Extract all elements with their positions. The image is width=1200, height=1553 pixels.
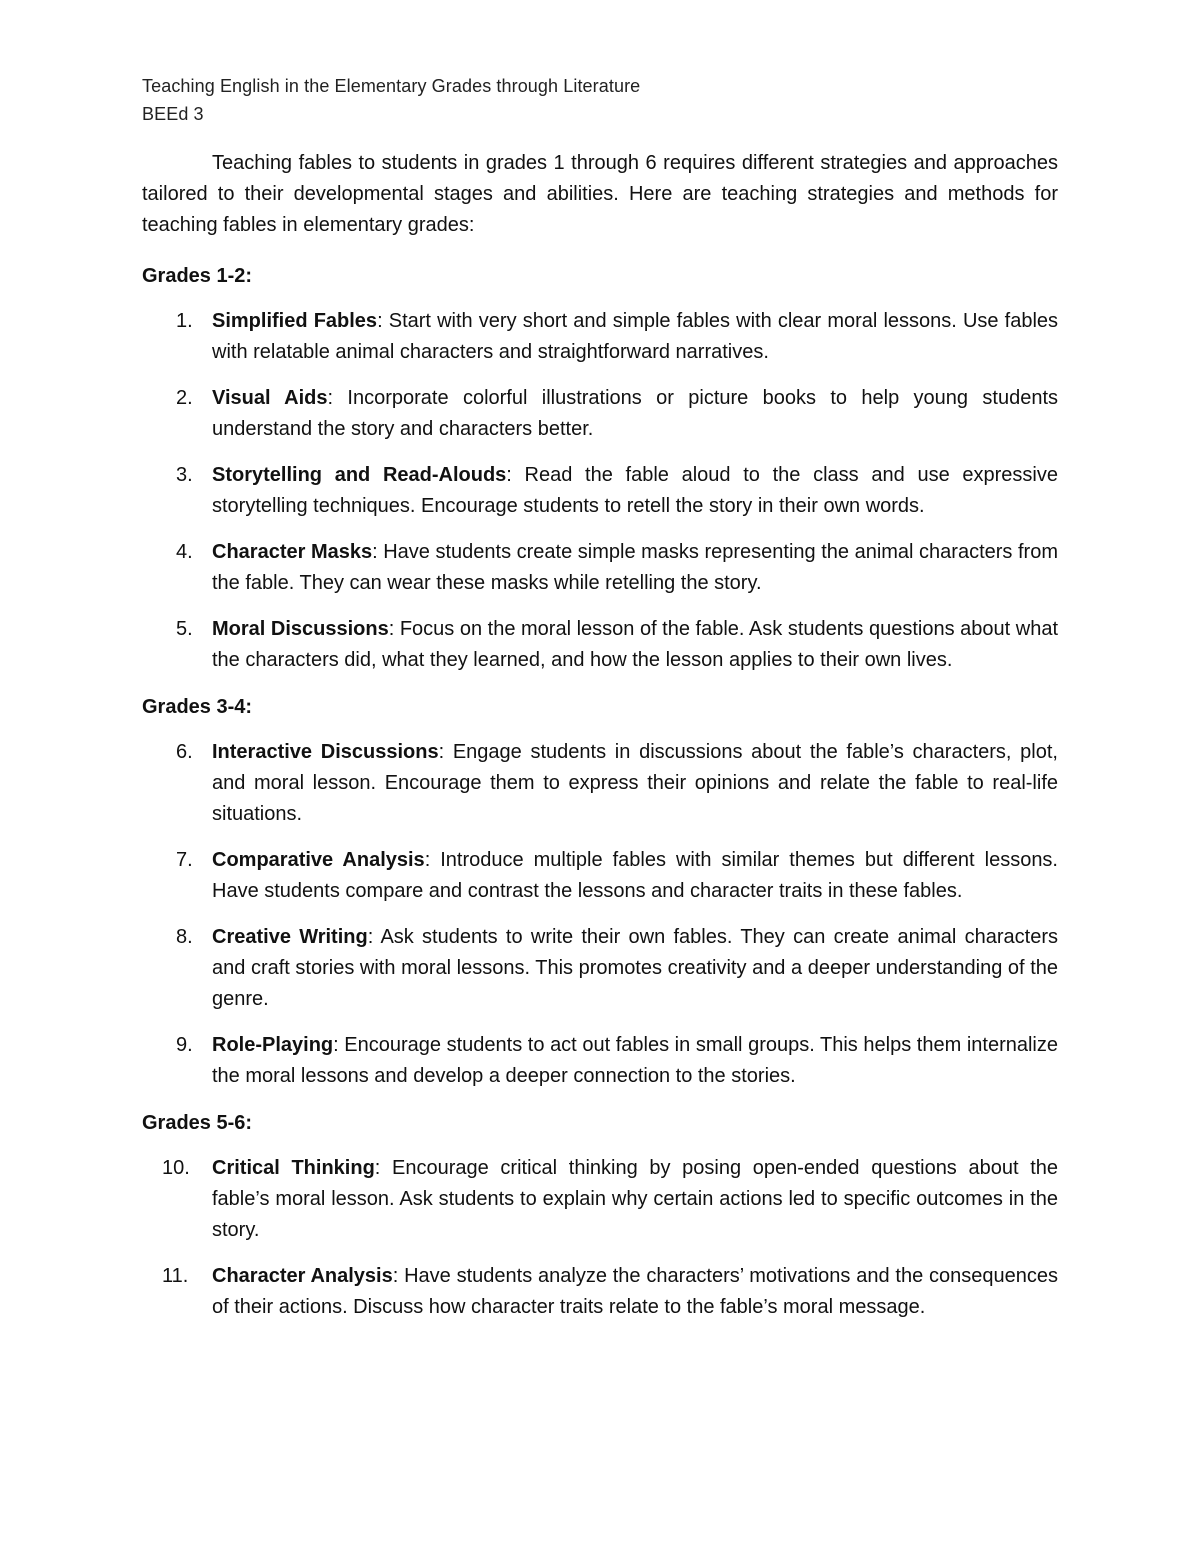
item-number: 3.: [176, 464, 193, 486]
strategy-item: [142, 383, 1058, 445]
strategy-term: Interactive Discussions: [212, 741, 439, 763]
strategy-description: : Encourage students to act out fables in small groups. This helps them internalize the moral lessons and develop a deeper connection to the stories.: [212, 1034, 1058, 1087]
strategy-description: : Start with very short and simple fables with clear moral lessons. Use fables with relatable animal characters and straightforward narratives.: [212, 310, 1059, 363]
grade-heading: Grades 3-4:: [142, 696, 253, 718]
strategy-item: [142, 737, 1058, 830]
strategy-description: : Ask students to write their own fables. They can create animal characters and craft stories with moral lessons. This promotes creativity and a deeper understanding of the genre.: [212, 926, 1058, 1010]
item-number: 4.: [176, 541, 193, 563]
strategy-item: [142, 922, 1058, 1015]
item-number: 5.: [176, 618, 193, 640]
item-number: 11.: [162, 1265, 189, 1287]
strategy-item: [142, 614, 1058, 676]
strategy-description: : Focus on the moral lesson of the fable. Ask students questions about what the characters did, what they learned, and how the lesson applies to their own lives.: [212, 618, 1059, 671]
strategy-sections: [142, 261, 1058, 1323]
strategy-list: [142, 737, 1058, 1092]
intro-paragraph: Teaching fables to students in grades 1 through 6 requires different strategies and approaches tailored to their developmental stages and abilities. Here are teaching strategies and methods for teaching fables in elementary grades:: [142, 152, 1058, 236]
item-number: 1.: [176, 310, 193, 332]
course-title: Teaching English in the Elementary Grades through Literature: [142, 76, 641, 96]
strategy-description: : Have students analyze the characters’ motivations and the consequences of their actions. Discuss how character traits relate to the fable’s moral message.: [212, 1265, 1058, 1318]
strategy-item: [142, 1261, 1058, 1323]
strategy-term: Character Masks: [212, 541, 373, 563]
grade-heading: Grades 5-6:: [142, 1112, 253, 1134]
strategy-term: Character Analysis: [212, 1265, 393, 1287]
grade-heading: Grades 1-2:: [142, 265, 253, 287]
item-number: 2.: [176, 387, 193, 409]
strategy-item: [142, 306, 1058, 368]
strategy-description: : Have students create simple masks representing the animal characters from the fable. They can wear these masks while retelling the story.: [212, 541, 1058, 594]
strategy-description: : Encourage critical thinking by posing open-ended questions about the fable’s moral lesson. Ask students to explain why certain actions led to specific outcomes in the story.: [212, 1157, 1058, 1241]
strategy-description: : Engage students in discussions about the fable’s characters, plot, and moral lesson. Encourage them to express their opinions and relate the fable to real-life situations.: [212, 741, 1058, 825]
strategy-item: [142, 1030, 1058, 1092]
strategy-term: Critical Thinking: [212, 1157, 375, 1179]
item-number: 8.: [176, 926, 193, 948]
strategy-item: [142, 1153, 1058, 1246]
strategy-item: [142, 460, 1058, 522]
strategy-term: Storytelling and Read-Alouds: [212, 464, 507, 486]
item-number: 6.: [176, 741, 193, 763]
strategy-term: Creative Writing: [212, 926, 368, 948]
strategy-term: Moral Discussions: [212, 618, 389, 640]
strategy-term: Role-Playing: [212, 1034, 334, 1056]
strategy-term: Visual Aids: [212, 387, 328, 409]
strategy-description: : Read the fable aloud to the class and use expressive storytelling techniques. Encourage students to retell the story in their own words.: [212, 464, 1058, 517]
strategy-term: Simplified Fables: [212, 310, 378, 332]
strategy-description: : Incorporate colorful illustrations or picture books to help young students understand the story and characters better.: [212, 387, 1059, 440]
strategy-list: [142, 1153, 1058, 1323]
strategy-item: [142, 845, 1058, 907]
item-number: 7.: [176, 849, 193, 871]
strategy-list: [142, 306, 1058, 676]
strategy-term: Comparative Analysis: [212, 849, 425, 871]
strategy-item: [142, 537, 1058, 599]
item-number: 9.: [176, 1034, 193, 1056]
item-number: 10.: [162, 1157, 190, 1179]
strategy-description: : Introduce multiple fables with similar themes but different lessons. Have students compare and contrast the lessons and character traits in these fables.: [212, 849, 1058, 902]
course-code: BEEd 3: [142, 104, 204, 124]
